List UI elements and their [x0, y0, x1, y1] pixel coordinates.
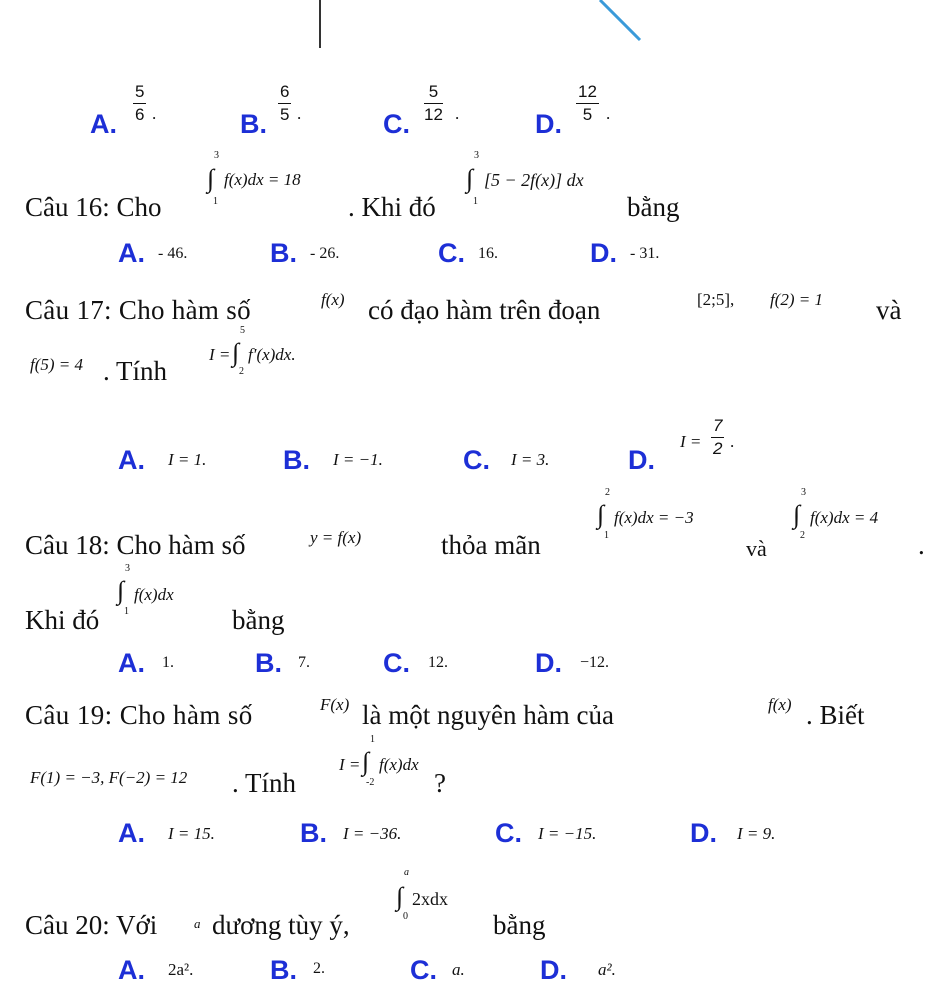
option-d-fraction: $\frac{7}{2}$ — [713, 416, 723, 458]
integral-icon: ∫ — [793, 500, 801, 529]
integral-icon: ∫ — [362, 747, 370, 776]
integral-icon: ∫ — [597, 500, 605, 529]
option-b-fraction: $\frac{6}{5}$ — [280, 82, 290, 124]
q16-target-expr: [5 − 2f(x)] dx — [484, 170, 584, 190]
integral-icon: ∫ — [117, 576, 125, 605]
option-d-fraction: $\frac{12}{5}$ — [578, 82, 597, 124]
integral-icon: ∫ — [466, 164, 474, 193]
integral-icon: ∫ — [396, 882, 404, 911]
figure-fragment — [0, 0, 931, 60]
option-d-label: D. — [535, 109, 562, 139]
question-16-prefix: Câu 16: Cho — [25, 192, 162, 222]
option-b-label: B. — [240, 109, 267, 139]
integral-icon: ∫ — [207, 164, 215, 193]
option-c-label: C. — [383, 109, 410, 139]
option-a-label: A. — [90, 109, 117, 139]
q16-given-expr: f(x)dx = 18 — [224, 170, 301, 189]
option-a-fraction: $\frac{5}{6}$ — [135, 82, 145, 124]
integral-icon: ∫ — [232, 338, 240, 367]
option-c-fraction: $\frac{5}{12}$ — [424, 82, 443, 124]
